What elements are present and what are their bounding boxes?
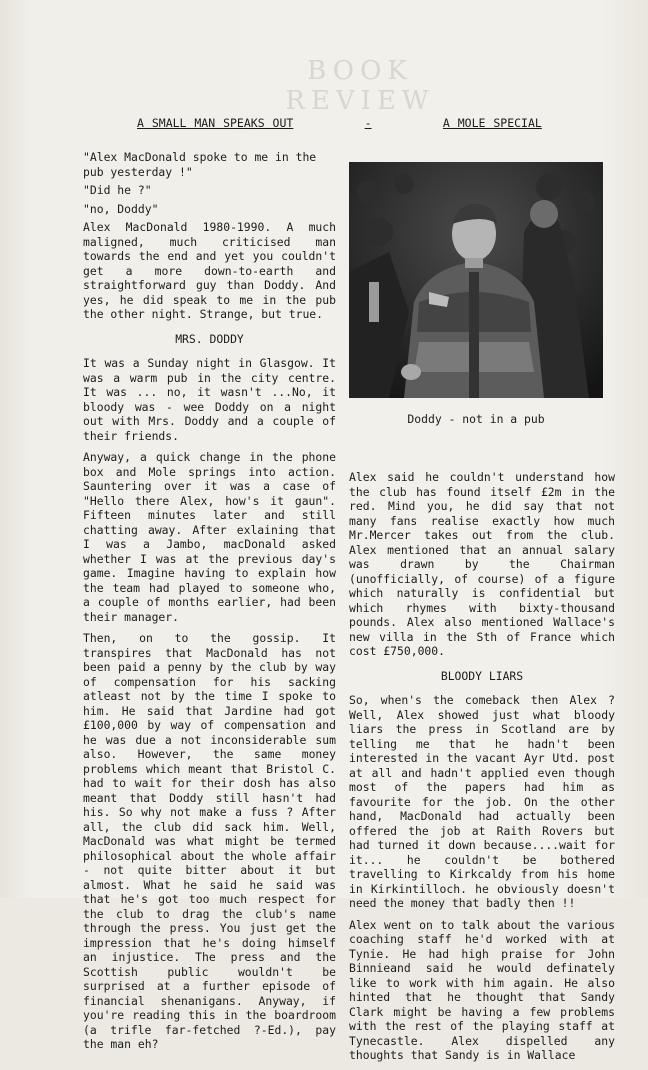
article-title: A SMALL MAN SPEAKS OUT	[137, 116, 294, 130]
section-heading-mrs-doddy: MRS. DODDY	[175, 331, 244, 346]
paragraph: Anyway, a quick change in the phone box and Mole springs into action. Sauntering over it was a case of "Hello there Alex, how's it gaun". Fifteen minutes later and still chatting away. After exlaining that I was a Jambo, macDonald asked whether I was at the previous day's game. Imagine having to explain how the team had played to someone who, a couple of months earlier, had been their manager.	[83, 450, 336, 624]
right-column	[349, 470, 615, 1070]
paragraph: Alex MacDonald 1980-1990. A much maligned, much criticised man towards the end and yet you couldn't get a more down-to-earth and straightforward guy than Doddy. And yes, he did speak to me in the pub the other night. Strange, but true.	[83, 220, 336, 321]
paragraph: "Alex MacDonald spoke to me in the pub yesterday !"	[83, 150, 317, 179]
article-subtitle: A MOLE SPECIAL	[442, 116, 542, 130]
photo-illustration	[349, 162, 603, 398]
section-heading-bloody-liars: BLOODY LIARS	[440, 668, 524, 683]
bleed-through-title: BOOK REVIEW	[285, 56, 435, 116]
photo-doddy	[349, 162, 603, 398]
paragraph: "no, Doddy"	[83, 201, 159, 216]
article-title-separator: -	[364, 116, 372, 130]
paragraph: Alex went on to talk about the various coaching staff he'd worked with at Tynie. He had high praise for John Binnieand said he would definately like to work with him again. He also hinted that he thought that Sandy Clark might be having a few problems with the rest of the playing staff at Tynecastle. Alex dispelled any thoughts that Sandy is in Wallace	[349, 917, 615, 1062]
paragraph: Then, on to the gossip. It transpires that MacDonald has not been paid a penny by the club by way of compensation for his sacking atleast not by the time I spoke to him. He said that Jardine had got £100,000 by way of compensation and he was due a not inconsiderable sum also. However, the same money problems which meant that Bristol C. had to wait for their dosh has also meant that Doddy still hasn't had his. So why not make a fuss ? After all, the club did sack him. Well, MacDonald was what might be termed philosophical about the whole affair - not quite bitter about it but almost. What he said he said was that he's got too much respect for the club to drag the club's name through the press. You just get the impression that he's doing himself an injustice. The press and the Scottish public wouldn't be surprised at a further episode of financial shenanigans. Anyway, if you're reading this in the boardroom (a trifle far-fetched ?-Ed.), pay the man eh?	[83, 631, 336, 1051]
photo-caption: Doddy - not in a pub	[407, 412, 545, 426]
paragraph: "Did he ?"	[83, 183, 152, 197]
left-column	[83, 150, 336, 1059]
paragraph: Alex said he couldn't understand how the club has found itself £2m in the red. Mind you, he did say that not many fans realise exactly how much Mr.Mercer takes out from the club. Alex mentioned that an annual salary was drawn by the Chairman (unofficially, of course) of a figure which naturally is confidential but which rhymes with bixty-thousand pounds. Alex also mentioned Wallace's new villa in the Sth of France which cost £750,000.	[349, 470, 615, 658]
paragraph: It was a Sunday night in Glasgow. It was a warm pub in the city centre. It was ... no, it wasn't ...No, it bloody was - wee Doddy on a night out with Mrs. Doddy and a couple of their friends.	[83, 356, 336, 443]
paragraph: So, when's the comeback then Alex ? Well, Alex showed just what bloody liars the press in Scotland are by telling me that he hadn't been interested in the vacant Ayr Utd. post at all and hadn't applied even though most of the papers had him as favourite for the job. On the other hand, MacDonald had actually been offered the job at Raith Rovers but had turned it down because....wait for it... he couldn't be bothered travelling to Kirkcaldy from his home in Kirkintilloch. he obviously doesn't need the money that badly then !!	[349, 693, 615, 910]
article-header	[137, 116, 597, 130]
